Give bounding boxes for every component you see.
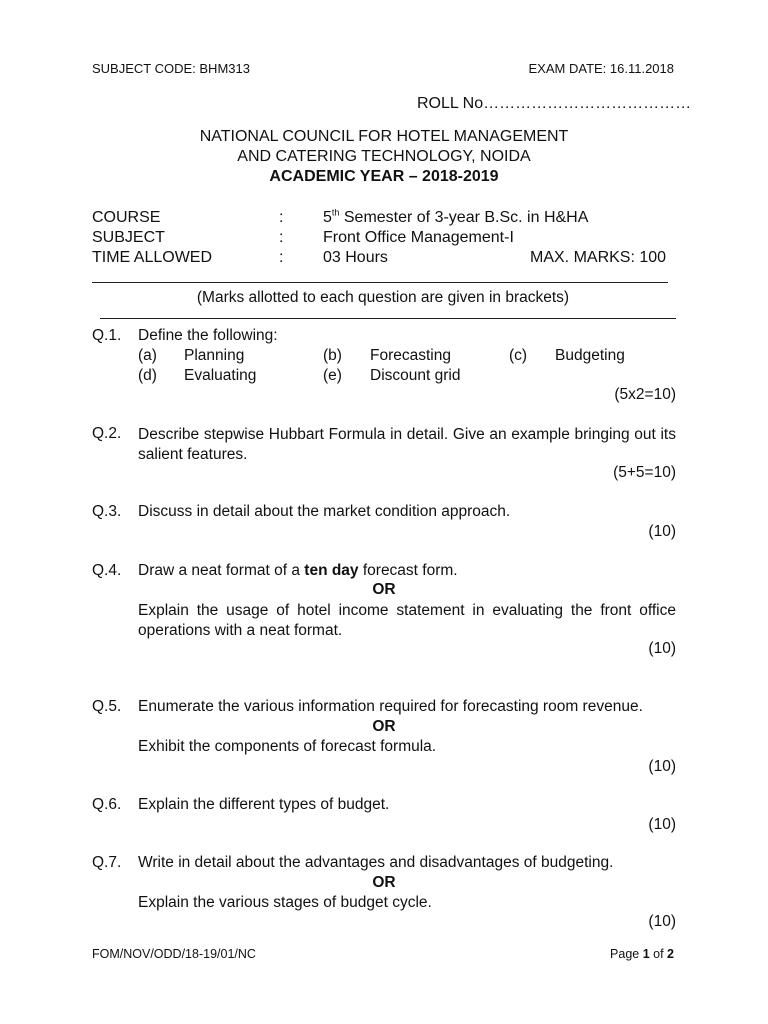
roll-number-field: ROLL No………………………………… [417,95,692,112]
question-number-7: Q.7. [92,854,122,871]
question-marks-4: (10) [648,640,676,657]
q1-item-e-label: (e) [323,367,342,384]
page-current-number: 1 [642,947,650,961]
question-number-1: Q.1. [92,327,122,344]
subject-label: SUBJECT [92,229,165,246]
question-text-3: Discuss in detail about the market condition approach. [138,503,511,520]
course-value-number: 5 [323,209,332,226]
question-text-5: Enumerate the various information required for forecasting room revenue. [138,698,643,715]
time-allowed-label: TIME ALLOWED [92,249,213,266]
question-text-1: Define the following: [138,327,278,344]
council-name-line2: AND CATERING TECHNOLOGY, NOIDA [237,148,531,165]
question-text-4 [138,562,458,580]
q7-or-separator: OR [372,874,396,891]
page-total-number: 2 [667,947,674,961]
council-name-line1: NATIONAL COUNCIL FOR HOTEL MANAGEMENT [199,128,569,145]
question-text-6: Explain the different types of budget. [138,796,390,813]
marks-instruction: (Marks allotted to each question are given in brackets) [196,289,570,306]
q1-item-a-label: (a) [138,347,157,364]
q4-text-pre: Draw a neat format of a [138,562,305,579]
question-marks-6: (10) [648,816,676,833]
q1-item-d-text: Evaluating [184,367,257,384]
question-marks-2: (5+5=10) [613,464,676,481]
divider-bottom [100,318,676,319]
divider-top [92,282,668,283]
question-marks-3: (10) [648,523,676,540]
course-value-suffix: th [331,207,340,218]
q1-item-b-text: Forecasting [370,347,451,364]
course-colon: : [279,209,284,226]
question-marks-5: (10) [648,758,676,775]
question-number-2: Q.2. [92,425,122,442]
question-alt-text-5: Exhibit the components of forecast formula. [138,738,437,755]
question-alt-text-4: Explain the usage of hotel income statement in evaluating the front office operations with a neat format. [138,602,676,639]
q1-item-b-label: (b) [323,347,342,364]
subject-value: Front Office Management-I [323,229,514,246]
q1-item-a-text: Planning [184,347,245,364]
q1-item-d-label: (d) [138,367,157,384]
page-indicator-prefix: Page [610,947,643,961]
question-number-3: Q.3. [92,503,122,520]
q1-item-c-text: Budgeting [555,347,625,364]
question-text-7: Write in detail about the advantages and disadvantages of budgeting. [138,854,614,871]
q1-item-e-text: Discount grid [370,367,461,384]
course-label: COURSE [92,209,161,226]
footer-paper-code: FOM/NOV/ODD/18-19/01/NC [92,947,256,961]
question-marks-1: (5x2=10) [614,386,676,403]
q4-text-bold: ten day [304,562,359,579]
q4-or-separator: OR [372,581,396,598]
page-indicator-of: of [649,947,668,961]
question-number-6: Q.6. [92,796,122,813]
time-allowed-value: 03 Hours [323,249,388,266]
q5-or-separator: OR [372,718,396,735]
q4-text-post: forecast form. [358,562,458,579]
q1-item-c-label: (c) [509,347,528,364]
page-indicator [610,947,674,961]
exam-date: EXAM DATE: 16.11.2018 [528,61,674,76]
course-value [323,209,588,227]
subject-colon: : [279,229,284,246]
question-alt-text-7: Explain the various stages of budget cycle. [138,894,432,911]
time-colon: : [279,249,284,266]
question-number-4: Q.4. [92,562,122,579]
course-value-text: Semester of 3-year B.Sc. in H&HA [339,209,589,226]
question-number-5: Q.5. [92,698,122,715]
question-marks-7: (10) [648,913,676,930]
subject-code: SUBJECT CODE: BHM313 [92,61,250,76]
academic-year: ACADEMIC YEAR – 2018-2019 [269,168,499,185]
max-marks: MAX. MARKS: 100 [530,249,667,266]
question-text-2: Describe stepwise Hubbart Formula in detail. Give an example bringing out its salient features. [138,426,676,463]
